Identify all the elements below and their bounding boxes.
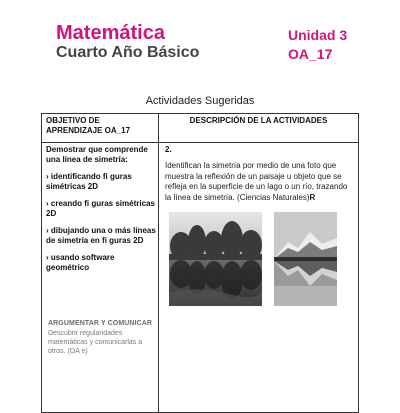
description-column-header: DESCRIPCIÓN DE LA ACTIVIDADES xyxy=(189,116,328,125)
column-divider xyxy=(158,114,159,412)
skill-block xyxy=(48,319,158,356)
objective-column-header: OBJETIVO DE APRENDIZAJE OA_17 xyxy=(46,116,131,135)
activity-suffix: R xyxy=(309,192,316,202)
objective-item: › dibujando una o más líneas de simetría en fi guras 2D xyxy=(46,226,156,245)
objective-intro: Demostrar que comprende una línea de simetría: xyxy=(46,145,148,164)
activities-table xyxy=(41,113,359,413)
lake-trees-reflection-photo xyxy=(169,212,262,306)
skill-title: ARGUMENTAR Y COMUNICAR xyxy=(48,320,153,327)
objective-item: › identificando fi guras simétricas 2D xyxy=(46,172,132,191)
mountain-reflection-photo xyxy=(274,212,337,306)
activity-text: Identifican la simetría por medio de una foto que muestra la reflexión de un paisaje u objeto que se refleja en la superficie de un lago o un río, trazando la línea de simetría. (Ciencias Naturales) xyxy=(165,161,348,202)
section-title: Actividades Sugeridas xyxy=(145,95,255,107)
objective-item: › creando fi guras simétricas 2D xyxy=(46,199,155,218)
subject-title: Matemática xyxy=(56,22,165,44)
skill-description: Descubrir regularidades matemáticas y comunicarlas a otros. (OA e) xyxy=(48,330,143,355)
unit-label: Unidad 3 xyxy=(288,27,348,43)
activity-description xyxy=(165,161,355,203)
objective-cell xyxy=(46,145,156,273)
header-row-divider xyxy=(42,142,358,143)
activity-number: 2. xyxy=(165,145,172,154)
objective-item: › usando software geométrico xyxy=(46,253,115,272)
grade-subtitle: Cuarto Año Básico xyxy=(56,44,200,61)
oa-label: OA_17 xyxy=(288,46,333,62)
